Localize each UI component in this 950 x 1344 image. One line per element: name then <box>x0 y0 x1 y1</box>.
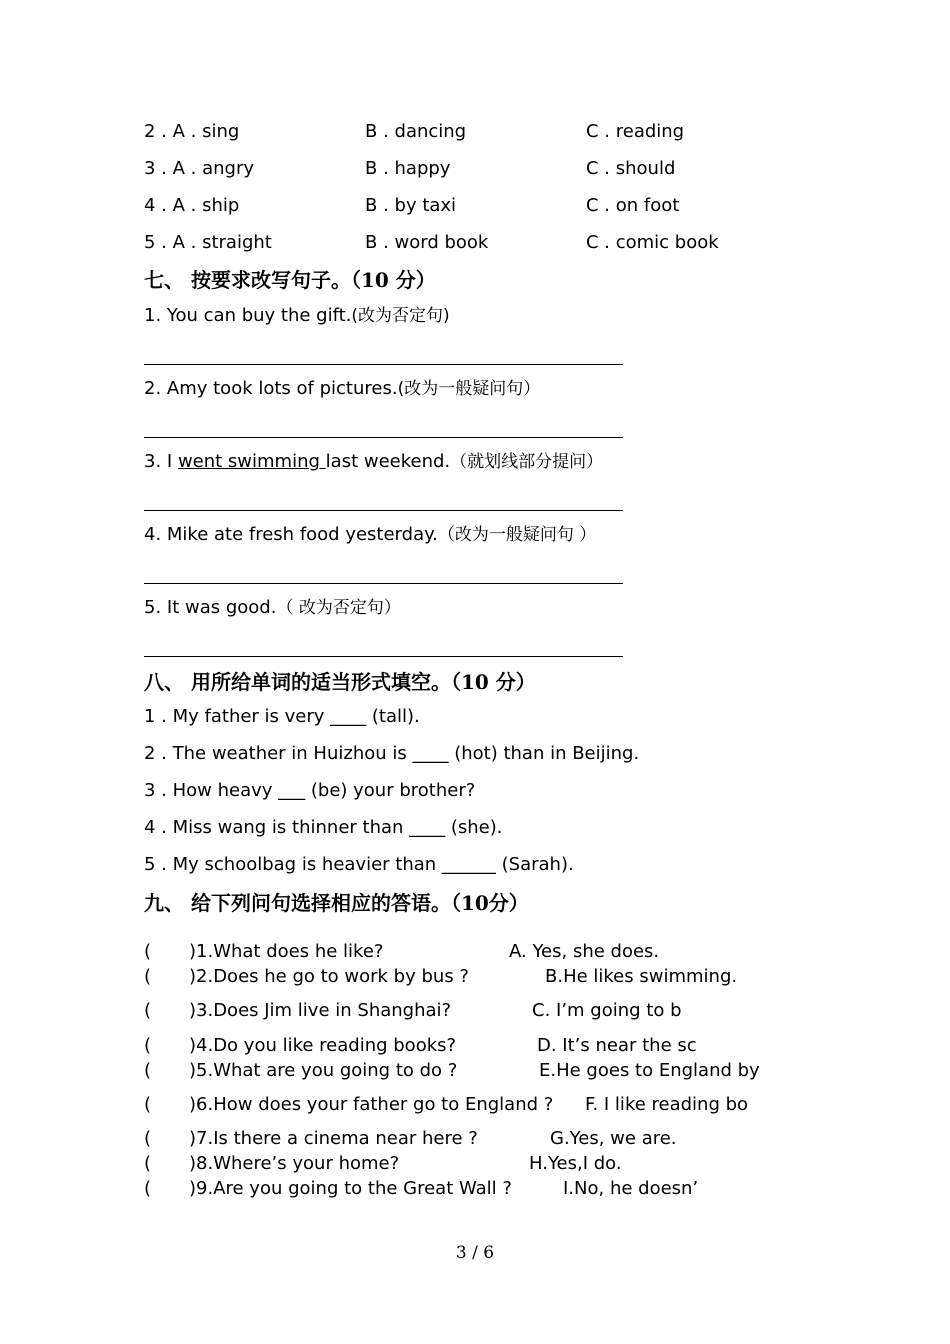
answer-option: F. I like reading bo <box>585 1094 749 1115</box>
choice-row-4 <box>144 195 680 217</box>
choice-row-3 <box>144 158 676 180</box>
option-c: C . reading <box>586 121 685 142</box>
fill-item-2: 2 . The weather in Huizhou is ____ (hot) than in Beijing. <box>144 743 640 764</box>
answer-paren[interactable]: ( <box>144 1094 152 1115</box>
choice-row-2 <box>144 121 685 143</box>
question: )2.Does he go to work by bus ? <box>189 966 469 987</box>
page-number: 3 / 6 <box>455 1243 495 1263</box>
question: )9.Are you going to the Great Wall ? <box>189 1178 512 1199</box>
fill-item-4: 4 . Miss wang is thinner than ____ (she). <box>144 817 503 838</box>
question: )5.What are you going to do ? <box>189 1060 458 1081</box>
answer-paren[interactable]: ( <box>144 966 152 987</box>
answer-paren[interactable]: ( <box>144 1128 152 1149</box>
option-b: B . by taxi <box>365 195 457 216</box>
section-8-heading: 八、 用所给单词的适当形式填空。（10 分） <box>144 670 536 694</box>
answer-paren[interactable]: ( <box>144 1178 152 1199</box>
answer-option: A. Yes, she does. <box>509 941 660 962</box>
instruction-note: （就划线部分提问） <box>450 452 604 472</box>
question: )3.Does Jim live in Shanghai? <box>189 1000 452 1021</box>
option-c: C . should <box>586 158 676 179</box>
option-c: C . comic book <box>586 232 719 253</box>
option-b: B . dancing <box>365 121 467 142</box>
answer-option: B.He likes swimming. <box>545 966 738 987</box>
rewrite-item-5 <box>144 597 401 619</box>
rewrite-item-1 <box>144 305 450 327</box>
sentence: 5. It was good. <box>144 597 277 618</box>
option-a: 5 . A . straight <box>144 232 272 253</box>
question: )8.Where’s your home? <box>189 1153 400 1174</box>
answer-paren[interactable]: ( <box>144 1000 152 1021</box>
question: )6.How does your father go to England ? <box>189 1094 554 1115</box>
option-a: 3 . A . angry <box>144 158 255 179</box>
answer-paren[interactable]: ( <box>144 1035 152 1056</box>
answer-option: G.Yes, we are. <box>550 1128 677 1149</box>
option-a: 4 . A . ship <box>144 195 240 216</box>
option-b: B . happy <box>365 158 451 179</box>
instruction-note: (改为否定句) <box>351 306 450 326</box>
answer-line-1[interactable] <box>144 364 623 365</box>
option-a: 2 . A . sing <box>144 121 240 142</box>
option-c: C . on foot <box>586 195 680 216</box>
section-7-heading: 七、 按要求改写句子。（10 分） <box>144 268 436 292</box>
answer-paren[interactable]: ( <box>144 1153 152 1174</box>
answer-option: I.No, he doesn’ <box>563 1178 699 1199</box>
section-9-heading: 九、 给下列问句选择相应的答语。（10分） <box>144 891 529 915</box>
answer-line-3[interactable] <box>144 510 623 511</box>
answer-line-5[interactable] <box>144 656 623 657</box>
answer-option: E.He goes to England by <box>539 1060 760 1081</box>
fill-item-3: 3 . How heavy ___ (be) your brother? <box>144 780 476 801</box>
instruction-note: （ 改为否定句） <box>276 598 401 618</box>
answer-paren[interactable]: ( <box>144 1060 152 1081</box>
answer-option: C. I’m going to b <box>532 1000 682 1021</box>
option-b: B . word book <box>365 232 489 253</box>
fill-item-5: 5 . My schoolbag is heavier than ______ (Sarah). <box>144 854 574 875</box>
choice-row-5 <box>144 232 719 254</box>
question: )4.Do you like reading books? <box>189 1035 457 1056</box>
rewrite-item-4 <box>144 524 596 546</box>
rewrite-item-3 <box>144 451 603 473</box>
sentence: 1. You can buy the gift. <box>144 305 352 326</box>
answer-option: H.Yes,I do. <box>529 1153 622 1174</box>
question: )1.What does he like? <box>189 941 384 962</box>
underlined-phrase: went swimming <box>177 451 326 472</box>
sentence: 4. Mike ate fresh food yesterday. <box>144 524 438 545</box>
answer-line-4[interactable] <box>144 583 623 584</box>
answer-paren[interactable]: ( <box>144 941 152 962</box>
answer-line-2[interactable] <box>144 437 623 438</box>
question: )7.Is there a cinema near here ? <box>189 1128 478 1149</box>
fill-item-1: 1 . My father is very ____ (tall). <box>144 706 420 727</box>
rewrite-item-2 <box>144 378 540 400</box>
instruction-note: （改为一般疑问句 ） <box>437 525 597 545</box>
instruction-note: (改为一般疑问句） <box>397 379 541 399</box>
sentence-prefix: 3. I <box>144 451 178 472</box>
sentence: last weekend. <box>325 451 451 472</box>
sentence: 2. Amy took lots of pictures. <box>144 378 398 399</box>
answer-option: D. It’s near the sc <box>537 1035 697 1056</box>
